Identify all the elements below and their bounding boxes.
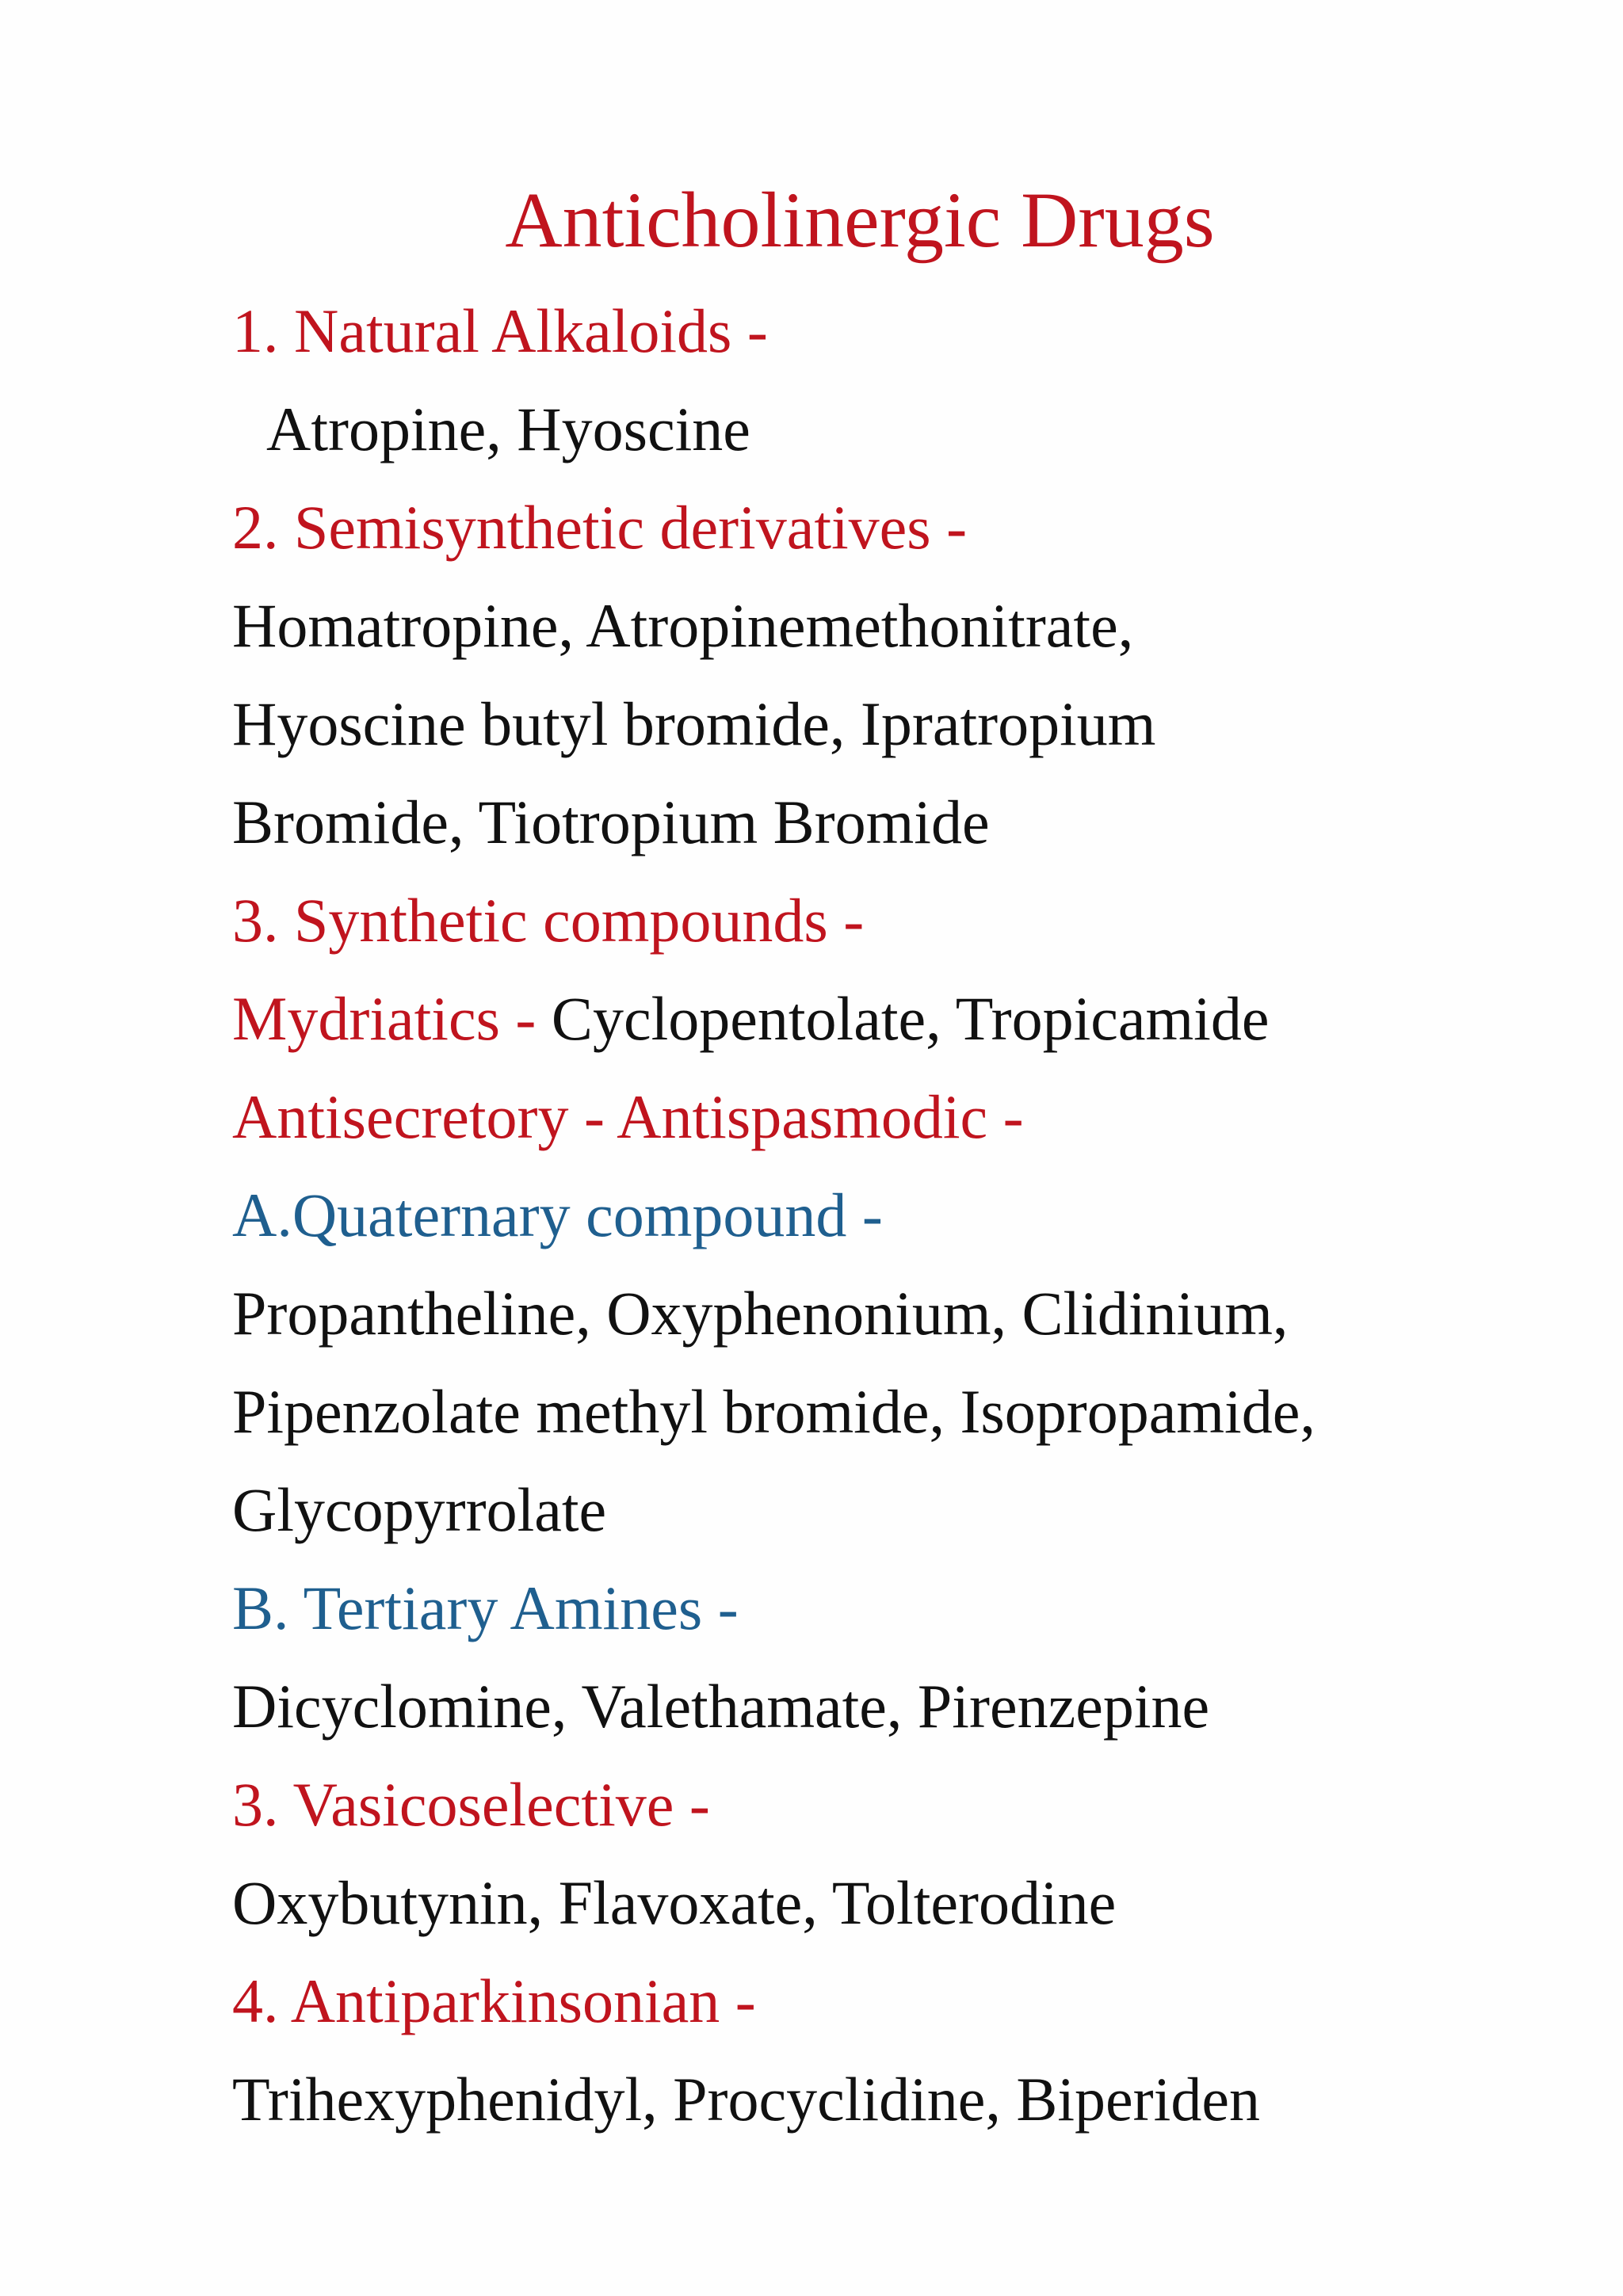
vasicoselective-heading: 3. Vasicoselective - (232, 1770, 710, 1839)
antiparkinsonian-drugs: Trihexyphenidyl, Procyclidine, Biperiden (232, 2065, 1260, 2134)
synthetic-heading: 3. Synthetic compounds - (232, 886, 865, 955)
mydriatics-line (232, 981, 1269, 1057)
natural-alkaloids-heading: 1. Natural Alkaloids - (232, 296, 768, 365)
natural-alkaloids-drugs: Atropine, Hyoscine (266, 395, 750, 463)
quaternary-drugs-line2: Pipenzolate methyl bromide, Isopropamide, (232, 1377, 1316, 1446)
quaternary-drugs-line1: Propantheline, Oxyphenonium, Clidinium, (232, 1279, 1289, 1348)
semisynthetic-heading: 2. Semisynthetic derivatives - (232, 493, 968, 562)
semisynthetic-drugs-line3: Bromide, Tiotropium Bromide (232, 788, 990, 856)
antisecretory-antispasmodic-heading: Antisecretory - Antispasmodic - (232, 1082, 1024, 1151)
semisynthetic-drugs-line1: Homatropine, Atropinemethonitrate, (232, 591, 1134, 660)
mydriatics-label: Mydriatics - (232, 984, 537, 1053)
antiparkinsonian-heading: 4. Antiparkinsonian - (232, 1966, 756, 2035)
quaternary-drugs-line3: Glycopyrrolate (232, 1475, 607, 1544)
tertiary-heading: B. Tertiary Amines - (232, 1573, 739, 1642)
page-title: Anticholinergic Drugs (505, 176, 1215, 264)
mydriatics-drugs: Cyclopentolate, Tropicamide (536, 984, 1270, 1053)
semisynthetic-drugs-line2: Hyoscine butyl bromide, Ipratropium (232, 689, 1156, 758)
vasicoselective-drugs: Oxybutynin, Flavoxate, Tolterodine (232, 1868, 1117, 1937)
quaternary-heading: A.Quaternary compound - (232, 1180, 883, 1249)
tertiary-drugs: Dicyclomine, Valethamate, Pirenzepine (232, 1672, 1210, 1741)
